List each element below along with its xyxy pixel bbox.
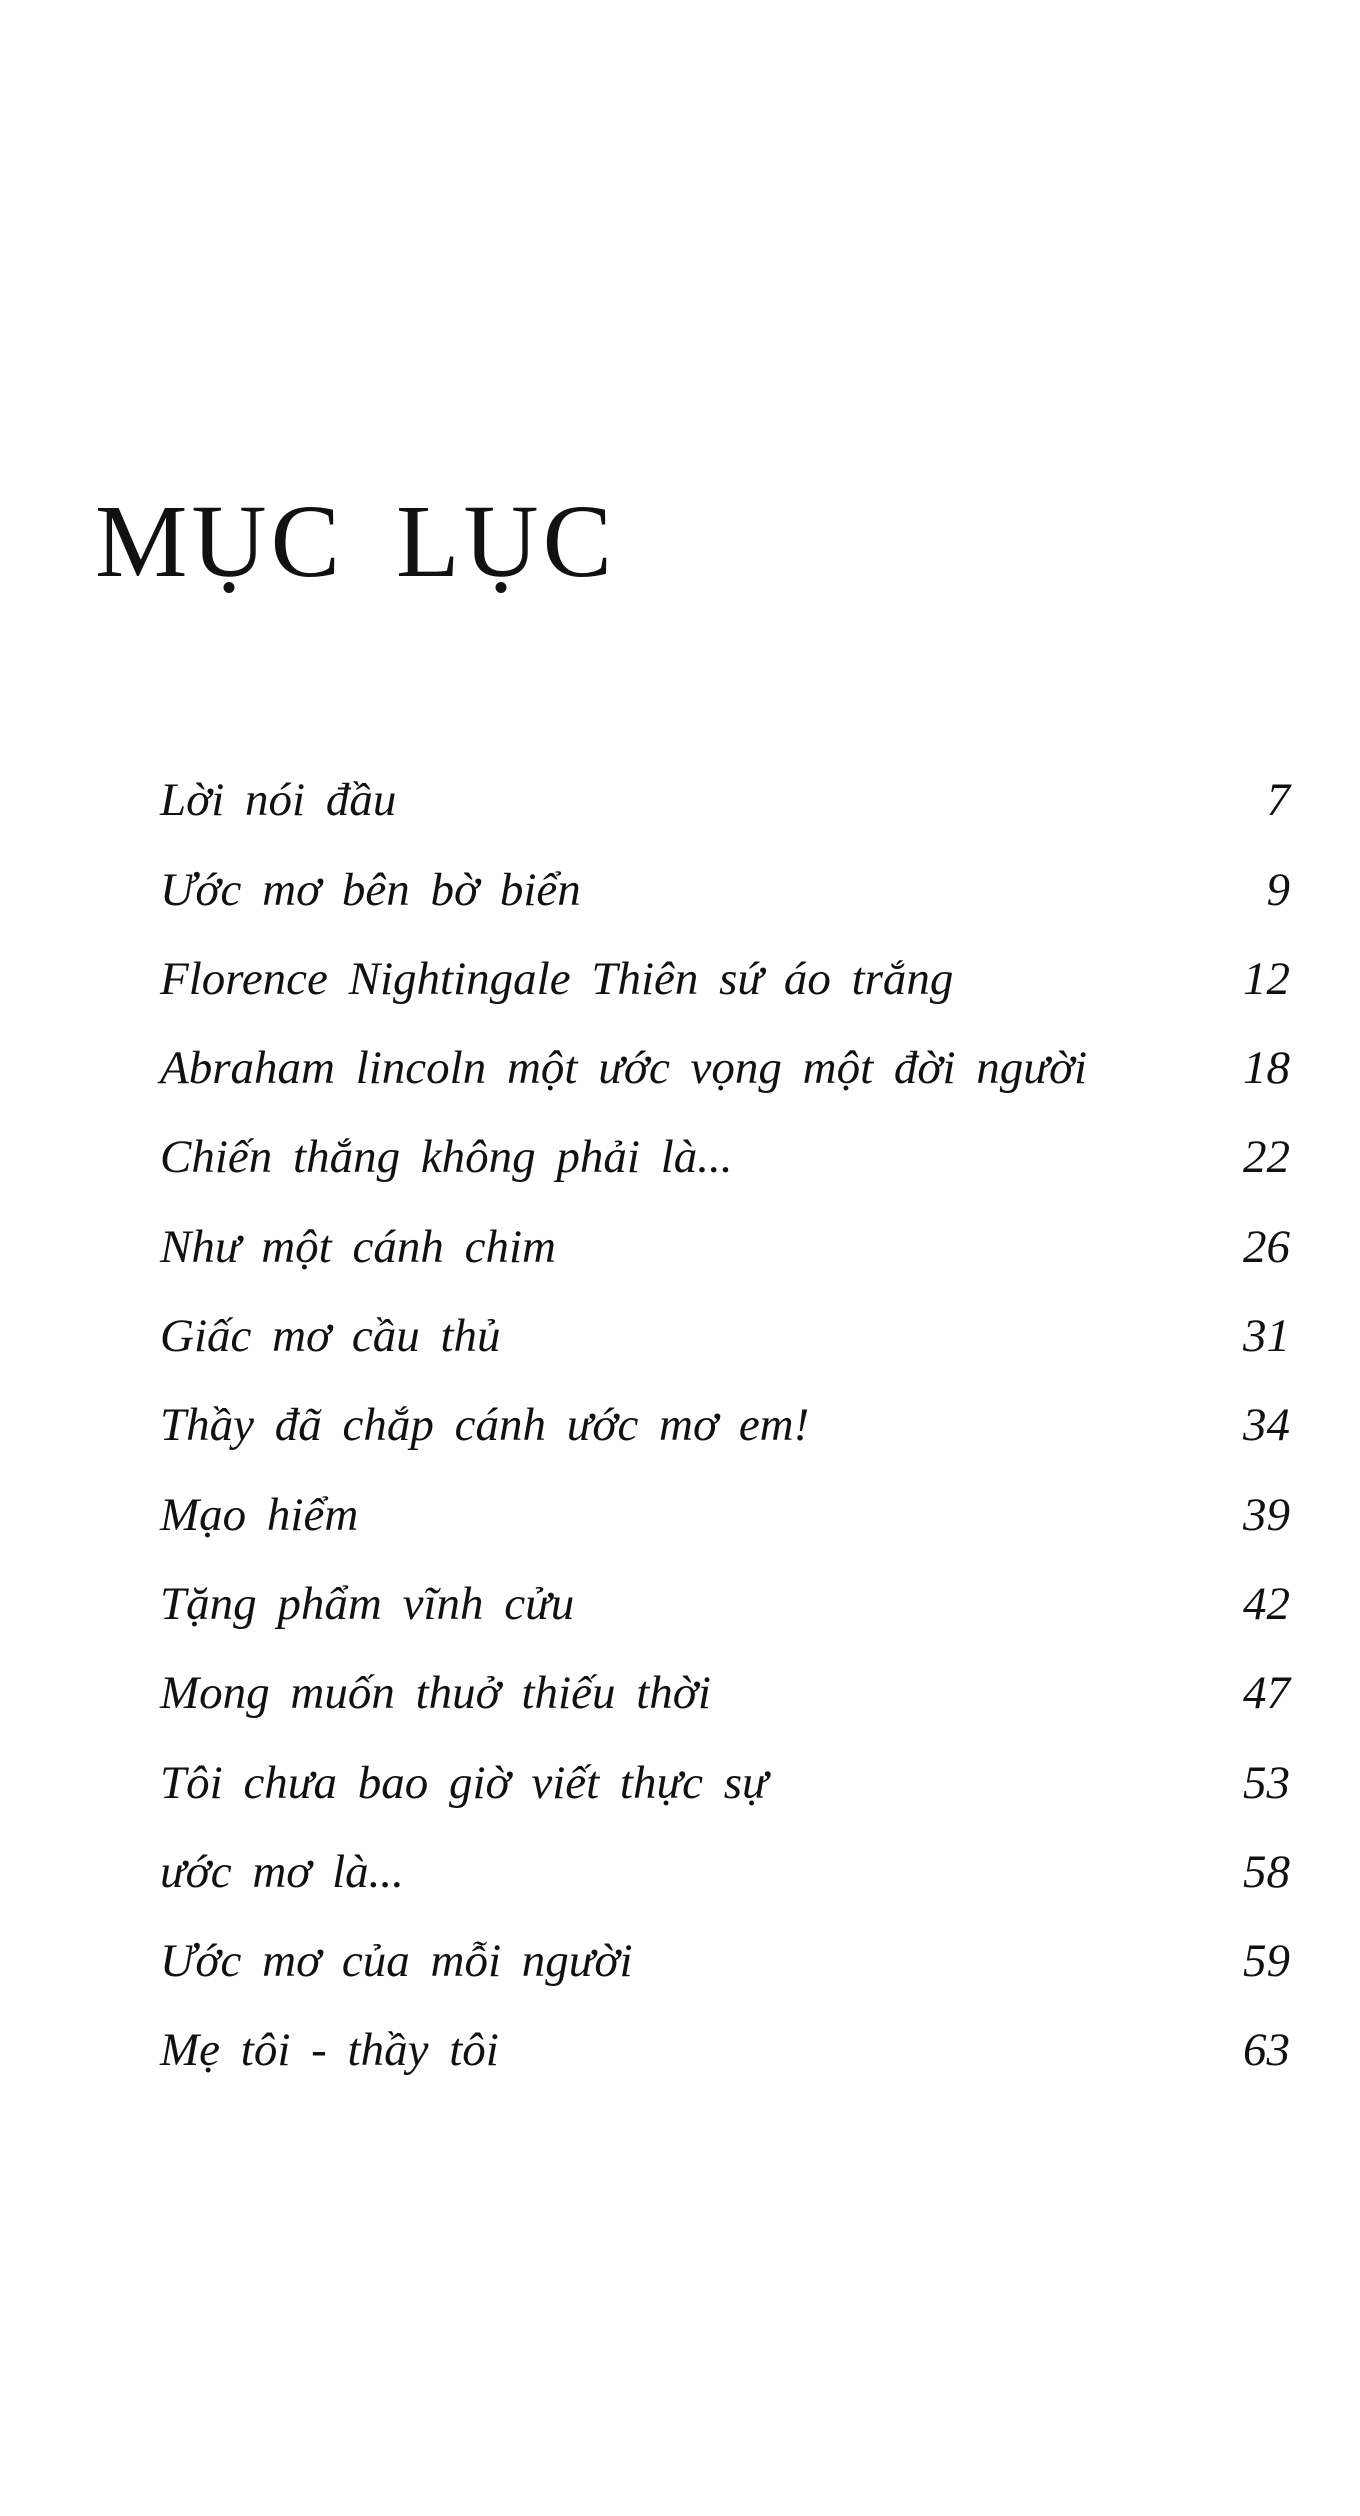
toc-entry-title: Tặng phẩm vĩnh cửu	[160, 1577, 575, 1630]
toc-entry	[160, 1033, 1290, 1122]
toc-entry-title: Như một cánh chim	[160, 1220, 556, 1273]
toc-entry-page: 22	[1243, 1131, 1290, 1184]
toc-entry-title: Mẹ tôi - thầy tôi	[160, 2024, 499, 2077]
toc-entry-page: 59	[1243, 1935, 1290, 1988]
toc-entry	[160, 1658, 1290, 1747]
toc-entry-title: Mạo hiểm	[160, 1488, 359, 1541]
toc-entry	[160, 1747, 1290, 1836]
toc-entry-page: 18	[1243, 1042, 1290, 1095]
toc-entry	[160, 1569, 1290, 1658]
toc-entry	[160, 1390, 1290, 1479]
toc-entry-page: 47	[1243, 1667, 1290, 1720]
toc-entry-page: 9	[1266, 863, 1290, 916]
toc-entry-title: Ước mơ bên bờ biển	[160, 863, 581, 916]
toc-entry-title: ước mơ là...	[160, 1845, 404, 1898]
toc-entry-page: 58	[1243, 1845, 1290, 1898]
toc-entry-page: 53	[1243, 1756, 1290, 1809]
toc-entry-title: Mong muốn thuở thiếu thời	[160, 1667, 711, 1720]
toc-entry-title: Ước mơ của mỗi người	[160, 1935, 633, 1988]
page-title: MỤC LỤC	[95, 484, 616, 599]
toc-entry	[160, 1926, 1290, 2015]
toc-entry	[160, 854, 1290, 943]
toc-entry	[160, 944, 1290, 1033]
toc-entry-title: Chiến thắng không phải là...	[160, 1131, 733, 1184]
toc-entry	[160, 1837, 1290, 1926]
toc-entry	[160, 1211, 1290, 1300]
table-of-contents	[160, 765, 1290, 2104]
toc-entry-page: 12	[1243, 952, 1290, 1005]
toc-entry-title: Thầy đã chắp cánh ước mơ em!	[160, 1399, 810, 1452]
toc-entry-page: 31	[1243, 1310, 1290, 1363]
toc-entry-page: 7	[1266, 774, 1290, 827]
toc-entry	[160, 765, 1290, 854]
toc-entry-title: Florence Nightingale Thiên sứ áo trắng	[160, 952, 954, 1005]
toc-entry	[160, 2015, 1290, 2104]
toc-entry-page: 26	[1243, 1220, 1290, 1273]
toc-entry-page: 39	[1243, 1488, 1290, 1541]
toc-entry-title: Giấc mơ cầu thủ	[160, 1310, 501, 1363]
toc-entry	[160, 1301, 1290, 1390]
toc-entry-page: 42	[1243, 1577, 1290, 1630]
toc-entry-title: Lời nói đầu	[160, 774, 397, 827]
toc-entry-page: 34	[1243, 1399, 1290, 1452]
toc-entry-page: 63	[1243, 2024, 1290, 2077]
toc-entry-title: Abraham lincoln một ước vọng một đời người	[160, 1042, 1088, 1095]
toc-entry-title: Tôi chưa bao giờ viết thực sự	[160, 1756, 768, 1809]
toc-entry	[160, 1122, 1290, 1211]
toc-entry	[160, 1479, 1290, 1568]
